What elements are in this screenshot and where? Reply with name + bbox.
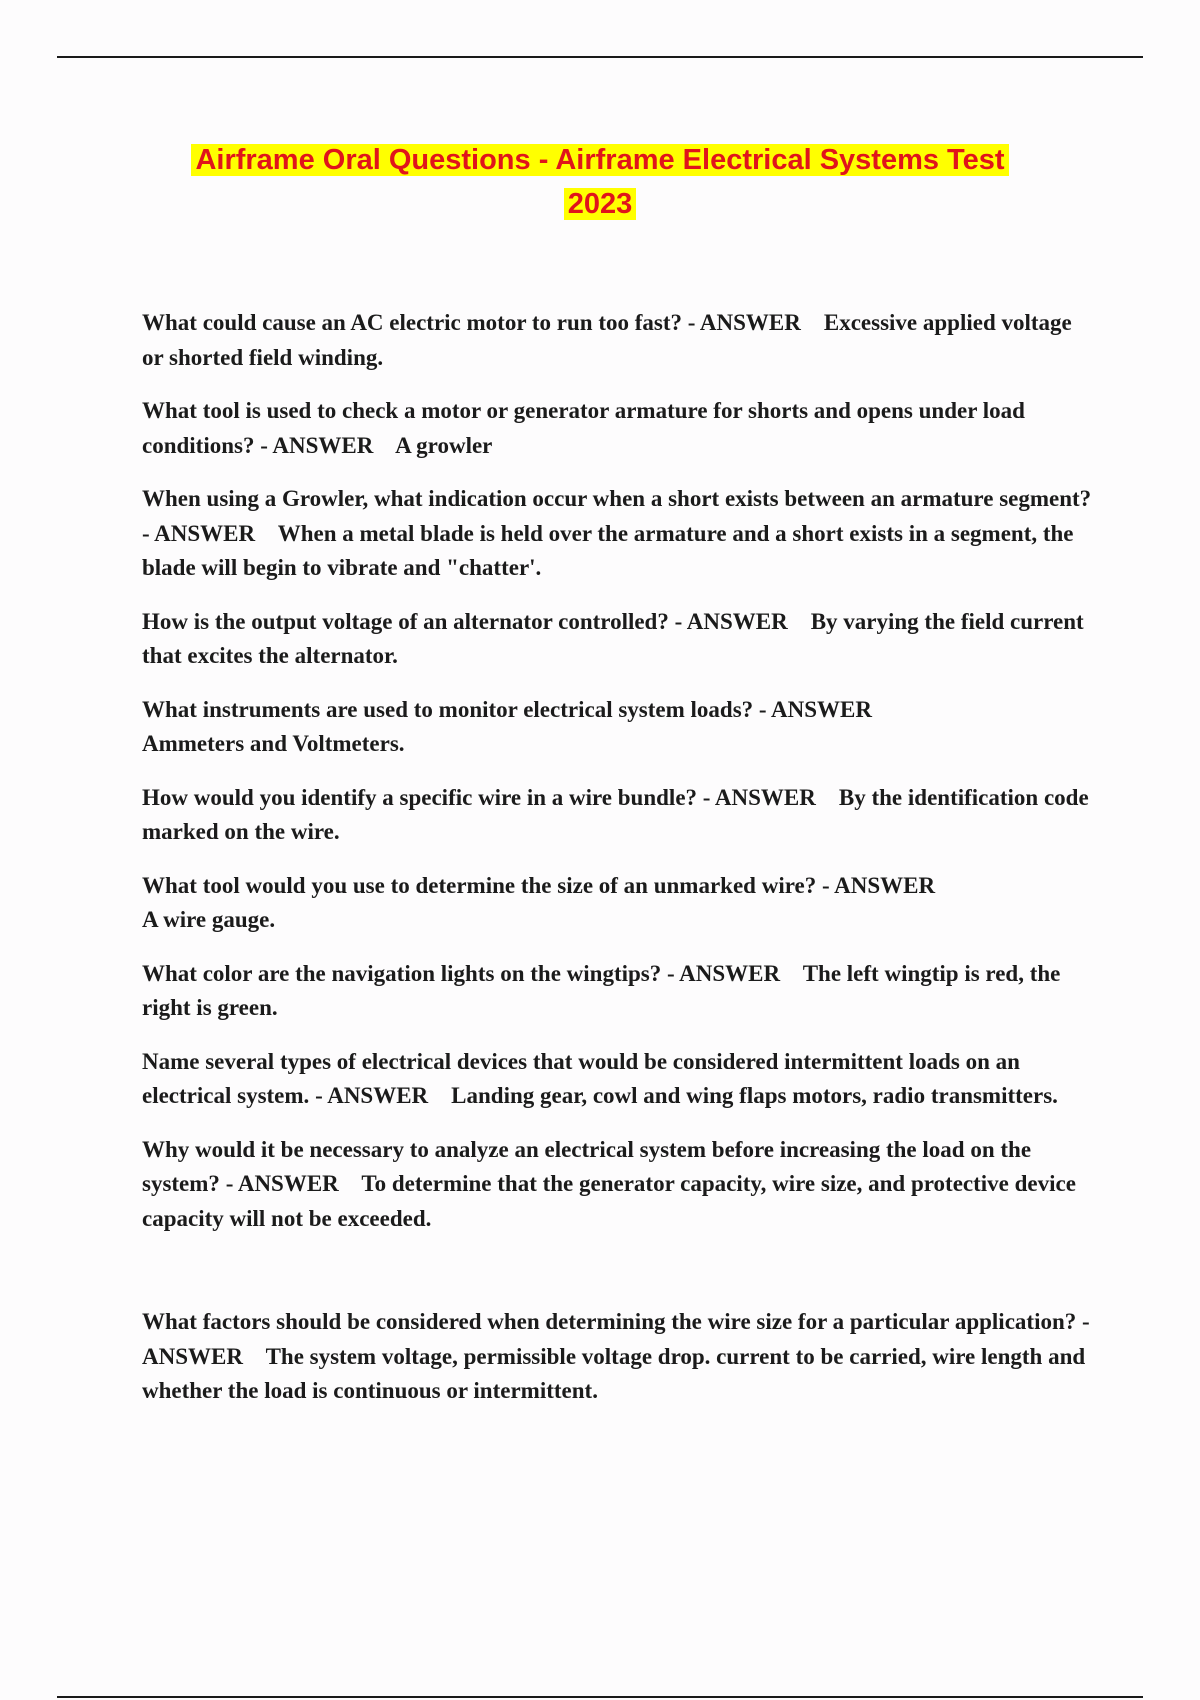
qa-item xyxy=(142,1305,1097,1409)
question-text: What could cause an AC electric motor to run too fast? xyxy=(142,310,683,335)
answer-marker: - ANSWER xyxy=(687,310,801,335)
answer-text: The system voltage, permissible voltage drop. current to be carried, wire length and whether the load is continuous or intermittent. xyxy=(142,1343,1086,1403)
answer-text: Ammeters and Voltmeters. xyxy=(142,731,405,756)
qa-list xyxy=(142,306,1097,1428)
qa-item xyxy=(142,869,1097,938)
top-rule xyxy=(57,56,1143,58)
answer-marker: - ANSWER xyxy=(225,1171,339,1196)
answer-text: Excessive applied voltage or shorted field winding. xyxy=(142,310,1072,370)
answer-text: By varying the field current that excites the alternator. xyxy=(142,608,1084,668)
qa-item xyxy=(142,781,1097,850)
answer-marker: - ANSWER xyxy=(315,1083,429,1108)
qa-item xyxy=(142,394,1097,463)
answer-text: Landing gear, cowl and wing flaps motors, radio transmitters. xyxy=(451,1083,1058,1108)
bottom-rule xyxy=(57,1696,1143,1698)
answer-text: By the identification code marked on the wire. xyxy=(142,784,1089,844)
answer-text: A growler xyxy=(395,432,493,458)
qa-item xyxy=(142,306,1097,375)
question-text: What factors should be considered when determining the wire size for a particular application? xyxy=(142,1309,1077,1334)
question-text: When using a Growler, what indication occur when a short exists between an armature segment? xyxy=(142,486,1092,511)
qa-item xyxy=(142,693,1097,762)
answer-marker: - ANSWER xyxy=(142,520,256,546)
title-line-2: 2023 xyxy=(564,188,637,220)
qa-item xyxy=(142,1133,1097,1237)
answer-text: The left wingtip is red, the right is green. xyxy=(142,960,1061,1020)
question-text: How is the output voltage of an alternator controlled? xyxy=(142,608,669,634)
question-text: What tool is used to check a motor or generator armature for shorts and opens under load conditions? xyxy=(142,398,1025,458)
question-text: What instruments are used to monitor electrical system loads? xyxy=(142,696,754,722)
question-text: What color are the navigation lights on the wingtips? xyxy=(142,960,662,986)
document-title xyxy=(0,138,1200,226)
answer-marker: - ANSWER xyxy=(142,1309,1090,1369)
title-line-1: Airframe Oral Questions - Airframe Electrical Systems Test xyxy=(191,144,1008,176)
qa-item xyxy=(142,605,1097,674)
answer-text: To determine that the generator capacity, wire size, and protective device capacity will not be exceeded. xyxy=(142,1171,1076,1231)
question-text: Why would it be necessary to analyze an electrical system before increasing the load on the system? xyxy=(142,1136,1032,1196)
question-text: What tool would you use to determine the size of an unmarked wire? xyxy=(142,872,817,898)
answer-text: When a metal blade is held over the armature and a short exists in a segment, the blade will begin to vibrate and "chatter'. xyxy=(142,520,1074,580)
answer-marker: - ANSWER xyxy=(821,872,936,898)
answer-marker: - ANSWER xyxy=(702,784,816,810)
qa-item xyxy=(142,482,1097,586)
answer-text: A wire gauge. xyxy=(142,907,276,932)
answer-marker: - ANSWER xyxy=(758,696,872,722)
answer-marker: - ANSWER xyxy=(667,960,781,986)
question-text: How would you identify a specific wire in a wire bundle? xyxy=(142,784,698,810)
qa-item xyxy=(142,957,1097,1026)
qa-item xyxy=(142,1045,1097,1114)
answer-marker: - ANSWER xyxy=(674,608,788,634)
question-text: Name several types of electrical devices that would be considered intermittent loads on an electrical system. xyxy=(142,1048,1020,1108)
answer-marker: - ANSWER xyxy=(260,432,374,458)
